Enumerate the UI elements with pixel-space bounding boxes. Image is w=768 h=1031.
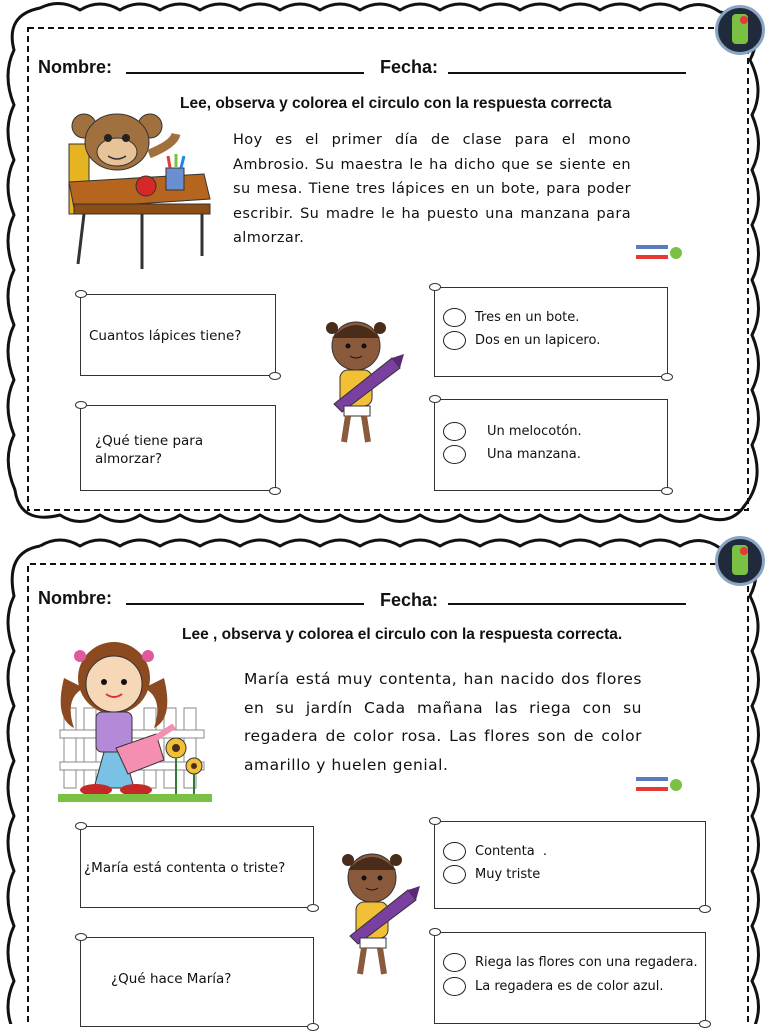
date-label: Fecha: (380, 57, 439, 77)
answer-circle-icon[interactable] (443, 953, 466, 972)
answer-circle-icon[interactable] (443, 422, 466, 441)
question-text: ¿María está contenta o triste? (84, 860, 286, 876)
option-label: La regadera es de color azul. (475, 979, 664, 994)
answer-box-1 (434, 821, 706, 909)
question-text: ¿Qué tiene para almorzar? (95, 433, 204, 467)
option-label: Tres en un bote. (475, 310, 580, 325)
answer-option[interactable] (443, 842, 547, 861)
story-text: María está muy contenta, han nacido dos flores en su jardín Cada mañana las riega con su regadera de color rosa. Las flores son de color amarillo y huelen genial. (244, 670, 642, 774)
answer-circle-icon[interactable] (443, 308, 466, 327)
question-box-2 (80, 937, 314, 1027)
answer-option[interactable] (443, 865, 540, 884)
mini-logo-icon (636, 775, 684, 795)
answer-circle-icon[interactable] (443, 977, 466, 996)
school-logo-badge-icon (715, 536, 765, 586)
question-box-2 (80, 405, 276, 491)
option-label: Muy triste (475, 867, 541, 882)
school-logo-badge-icon (715, 5, 765, 55)
worksheet-2 (0, 532, 768, 1024)
name-label: Nombre: (38, 57, 113, 77)
option-label: Riega las flores con una regadera. (475, 955, 698, 970)
option-label: Una manzana. (487, 447, 581, 462)
name-label: Nombre: (38, 588, 113, 608)
question-text: ¿Qué hace María? (111, 971, 232, 987)
option-label: Contenta . (475, 844, 548, 859)
instruction-text: Lee, observa y colorea el circulo con la respuesta correcta (180, 95, 612, 112)
answer-circle-icon[interactable] (443, 445, 466, 464)
answer-option[interactable] (443, 953, 698, 972)
date-field[interactable] (448, 72, 686, 74)
name-field[interactable] (126, 72, 364, 74)
date-label: Fecha: (380, 590, 439, 610)
answer-circle-icon[interactable] (443, 842, 466, 861)
child-with-crayon-illustration (338, 850, 422, 980)
date-field[interactable] (448, 603, 686, 605)
question-box-1 (80, 294, 276, 376)
girl-watering-flowers-illustration (44, 638, 214, 808)
story-text: Hoy es el primer día de clase para el mono Ambrosio. Su maestra le ha dicho que se siente en su mesa. Tiene tres lápices en un bote, para poder escribir. Su madre le ha puesto una manzana para almorzar. (233, 132, 631, 246)
question-text: Cuantos lápices tiene? (89, 328, 242, 344)
mini-logo-icon (636, 243, 684, 263)
question-box-1 (80, 826, 314, 908)
answer-box-2 (434, 932, 706, 1024)
instruction-text: Lee , observa y colorea el circulo con la respuesta correcta. (182, 626, 623, 643)
child-with-crayon-illustration (322, 318, 406, 448)
answer-option[interactable] (443, 977, 664, 996)
answer-option[interactable] (443, 445, 581, 464)
monkey-at-desk-illustration (64, 104, 214, 274)
answer-option[interactable] (443, 331, 600, 350)
answer-box-1 (434, 287, 668, 377)
answer-circle-icon[interactable] (443, 331, 466, 350)
option-label: Dos en un lapicero. (475, 333, 601, 348)
answer-circle-icon[interactable] (443, 865, 466, 884)
answer-box-2 (434, 399, 668, 491)
name-field[interactable] (126, 603, 364, 605)
option-label: Un melocotón. (487, 424, 582, 439)
answer-option[interactable] (443, 308, 579, 327)
answer-option[interactable] (443, 422, 582, 441)
